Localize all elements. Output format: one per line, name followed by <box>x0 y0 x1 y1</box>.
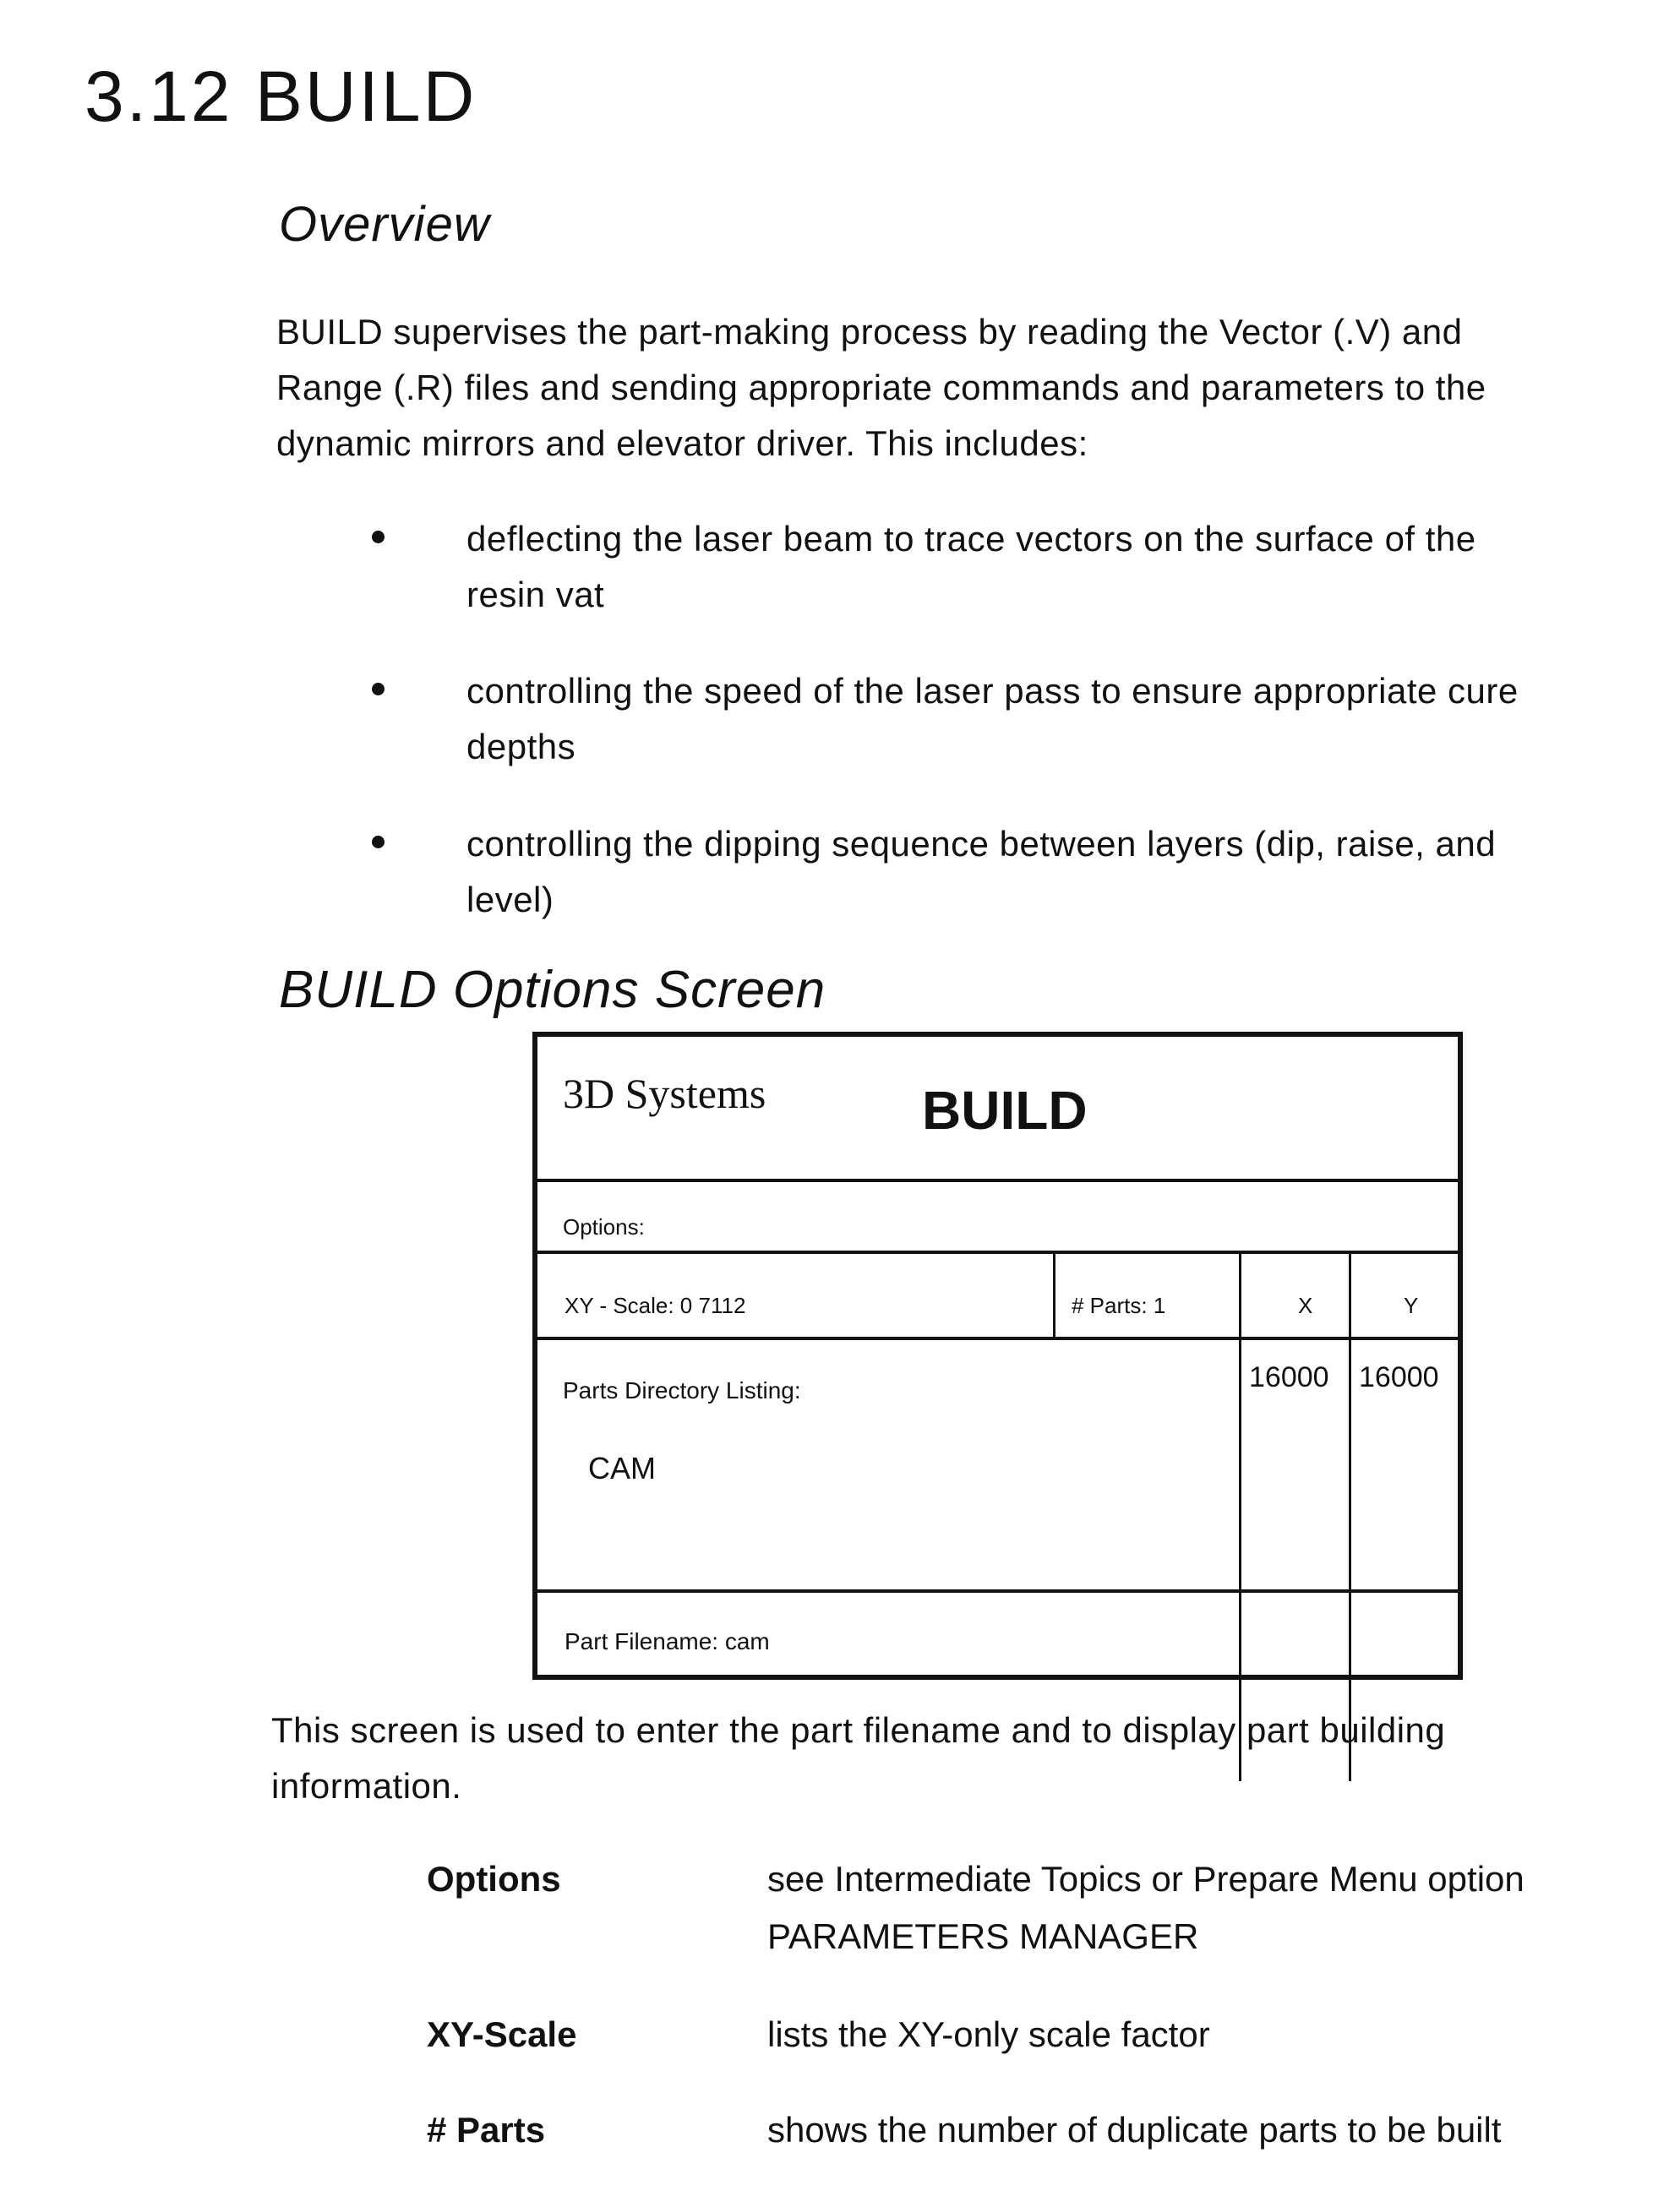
bullet-line: controlling the dipping sequence between layers (dip, raise, and <box>466 816 1496 872</box>
definition-desc: PARAMETERS MANAGER <box>767 1908 1198 1965</box>
bullet-icon <box>372 531 385 543</box>
options-label: Options: <box>563 1214 645 1240</box>
screen-title: BUILD <box>922 1079 1088 1142</box>
brand-label: 3D Systems <box>563 1069 766 1118</box>
definition-desc: shows the number of duplicate parts to be built <box>767 2101 1502 2159</box>
bullet-line: resin vat <box>466 567 604 623</box>
definition-desc: lists the XY-only scale factor <box>767 2006 1210 2063</box>
divider <box>537 1337 1458 1340</box>
build-options-screen <box>532 1032 1463 1680</box>
options-screen-heading: BUILD Options Screen <box>279 960 826 1020</box>
bullet-icon <box>372 683 385 695</box>
divider <box>537 1589 1458 1593</box>
bullet-icon <box>372 836 385 848</box>
bullet-line: controlling the speed of the laser pass to ensure appropriate cure <box>466 663 1519 719</box>
definition-desc: see Intermediate Topics or Prepare Menu option <box>767 1850 1525 1908</box>
description-line: information. <box>271 1758 461 1814</box>
overview-line: Range (.R) files and sending appropriate commands and parameters to the <box>276 360 1486 416</box>
bullet-line: depths <box>466 719 575 775</box>
definition-term: Options <box>427 1859 561 1899</box>
overview-line: BUILD supervises the part-making process by reading the Vector (.V) and <box>276 304 1463 360</box>
y-value: 16000 <box>1359 1361 1439 1394</box>
definition-term: XY-Scale <box>427 2014 576 2055</box>
description-line: This screen is used to enter the part filename and to display part building <box>271 1703 1445 1758</box>
overview-heading: Overview <box>279 196 490 253</box>
divider <box>1053 1252 1055 1338</box>
parts-count-field: # Parts: 1 <box>1072 1293 1165 1319</box>
overview-line: dynamic mirrors and elevator driver. This includes: <box>276 416 1088 471</box>
part-filename-field[interactable]: Part Filename: cam <box>565 1628 770 1655</box>
definition-term: # Parts <box>427 2110 545 2150</box>
y-header: Y <box>1404 1293 1418 1319</box>
parts-list-item[interactable]: CAM <box>588 1451 656 1486</box>
x-header: X <box>1298 1293 1312 1319</box>
listing-label: Parts Directory Listing: <box>563 1377 801 1404</box>
x-value: 16000 <box>1249 1361 1329 1394</box>
divider <box>537 1179 1458 1182</box>
bullet-line: deflecting the laser beam to trace vectors on the surface of the <box>466 511 1476 567</box>
bullet-line: level) <box>466 872 554 928</box>
divider <box>537 1251 1458 1254</box>
section-title: 3.12 BUILD <box>85 56 477 138</box>
xy-scale-field: XY - Scale: 0 7112 <box>565 1293 745 1319</box>
